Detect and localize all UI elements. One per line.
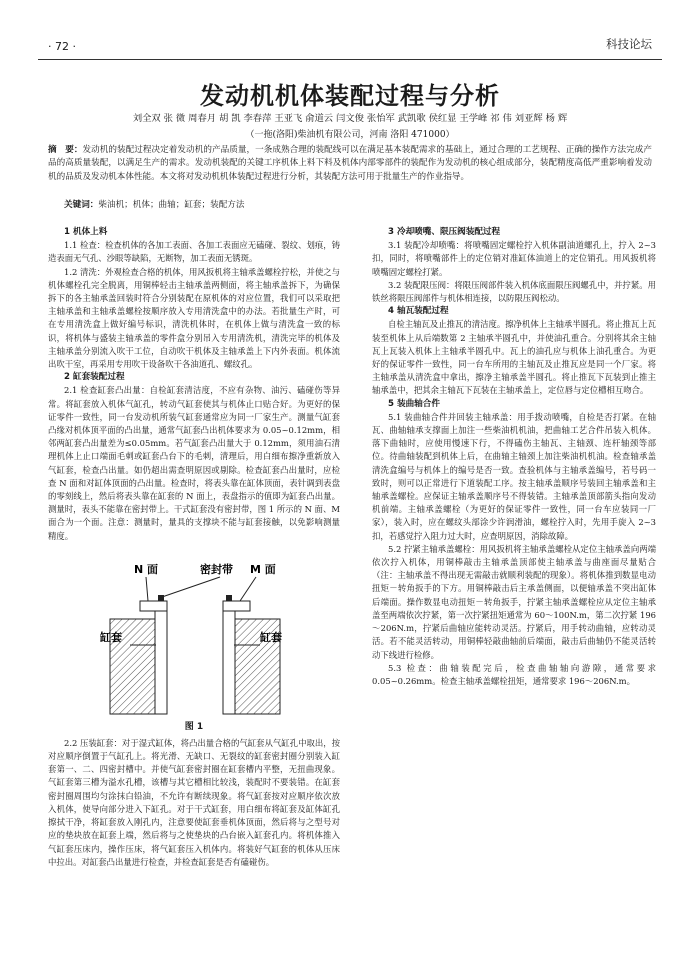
header-rule xyxy=(38,59,662,60)
right-column xyxy=(372,226,656,688)
label-liner-left: 缸套 xyxy=(100,630,122,644)
leader-seal xyxy=(162,577,220,597)
keywords xyxy=(64,198,652,210)
section-heading: 3 冷却喷嘴、限压阀装配过程 xyxy=(388,227,501,237)
page-header xyxy=(48,36,652,56)
liner-flange-left xyxy=(140,601,167,611)
left-column xyxy=(48,226,340,869)
column-name: 科技论坛 xyxy=(606,37,652,51)
label-seal: 密封带 xyxy=(200,562,233,576)
section-heading: 1 机体上料 xyxy=(64,227,108,237)
paragraph: 2.2 压装缸套：对于湿式缸体，将凸出量合格的气缸套从气缸孔中取出，按对应顺序倒置于气缸孔上。将光滑、无缺口、无裂纹的缸套密封圈分别装入缸套第一、二、四密封槽中。并使气缸套密封圈在缸套槽内平整，无扭曲现象。气缸套第三槽为溢水孔槽，该槽与其它槽相比较浅，装配时不要装错。在缸套密封圈周围均匀涂抹白铅油，不允许有断续现象。将气缸套按对应顺序依次放入机体，使导向部分进入下缸孔。对于干式缸套，用白细布将缸套及缸体缸孔擦拭干净，将缸套放入刚孔内，注意要使缸套垂机体顶面，然后将与之型号对应的垫块放在缸套上端，然后将与之使垫块的凸台嵌入缸套孔内。将机体推入气缸套压床内，操作压床，将气缸套压入机体内。将装好气缸套的机体从压床中拉出。对缸套凸出量进行检查，并检查缸套是否有磕碰伤。 xyxy=(48,737,340,867)
paper-title: 发动机机体装配过程与分析 xyxy=(200,82,500,110)
author-list: 刘全双 张 微 周春月 胡 凯 李春萍 王亚飞 俞道云 闫文俊 张怡军 武凯歌 侯红显 王学峰 祁 伟 刘亚辉 杨 辉 xyxy=(132,113,568,124)
seal-band-left xyxy=(158,595,164,601)
figure-caption: 图 1 xyxy=(184,721,204,732)
liner-wall-right xyxy=(223,607,235,714)
abstract-text: 发动机的装配过程决定着发动机的产品质量，一条成熟合理的装配线可以在满足基本装配需求的基础上，通过合理的工艺规程、正确的操作方法完成产品的高质量装配，以满足生产的需求。发动机装配的关键工序机体上料下料及机体内部零部件的装配作为发动机的核心组成部分，装配精度高低严重影响着发动机的品质及发动机本体性能。本文将对发动机机体装配过程进行分析，其装配方法可用于批量生产的作业指导。 xyxy=(48,145,652,182)
page-number: · 72 · xyxy=(48,40,76,53)
abstract-label: 摘 要： xyxy=(48,145,83,155)
paragraph: 5.2 拧紧主轴承盖螺栓：用风扳机将主轴承盖螺栓从定位主轴承盖向两端依次拧入机体，用铜棒敲击主轴承盖顶部使主轴承盖与曲座面尽量贴合（注：主轴承盖不得出现无需敲击就顺利装配的现象）。将机体推到数显电动扭矩－转角扳手的下方。用铜棒敲击后主承盖侧面，以便轴承盖不突出缸体后端面。操作数显电动扭矩－转角扳手，拧紧主轴承盖螺栓应从定位主轴承盖至两端依次拧紧，第一次拧紧扭矩通常为 60～100N.m，第二次拧紧 196～206N.m，拧紧后曲轴应能转动灵活。拧紧后，用手转动曲轴，应转动灵活。若不能灵活转动，用铜棒轻敲曲轴前后端面，敲击后曲轴仍不能灵活转动下线进行检修。 xyxy=(372,543,656,660)
section-heading: 2 缸套装配过程 xyxy=(64,372,125,383)
paragraph: 2.1 检查缸套凸出量：自检缸套清洁度，不应有杂物、油污、磕碰伤等异常。将缸套放入机体气缸孔，转动气缸套使其与机体止口贴合好。为更好的保证零件一致性，同一台发动机所装气缸套通常应为同一厂家生产。测量气缸套凸缘对机体顶平面的凸出量，通常气缸套凸出机体要求为 0.05~0.12mm，相邻两缸套凸出量差为≤0.05mm。若气缸套凸出量大于 0.12mm，须用油石清理机体上止口端面毛刺或缸套凸台下的毛刺，清理后，用白细布擦净重新放入气缸套，检查凸出量。如仍超出需查明原因或剔除。检查缸套凸出量时，应检查 N 面和对缸体顶面的凸出量。检查时，将表头靠在缸体顶面，表针调到表盘的零刻线上，然后将表头靠在缸套的 N 面上，表盘指示的值即为缸套凸出量。测量时，表头不能靠在密封带上。干式缸套没有密封带，图 1 所示的 N 面、M 面合为一个面。注意：测量时，量具的支撑块不能与缸套接触，以免影响测量精度。 xyxy=(48,385,340,541)
liner-flange-right xyxy=(223,601,250,611)
paragraph: 5.3 检查：曲轴装配完后，检查曲轴轴向游隙，通常要求 0.05~0.26mm。检查主轴承盖螺栓扭矩，通常要求 196～206N.m。 xyxy=(372,662,656,686)
paragraph: 3.1 装配冷却喷嘴：将喷嘴固定螺栓拧入机体副油道螺孔上，拧入 2~3 扣，同时，将喷嘴部件上的定位销对准缸体油道上的定位销孔。用风扳机将喷嘴固定螺栓打紧。 xyxy=(372,240,656,277)
paragraph: 自检主轴瓦及止推瓦的清洁度。擦净机体上主轴承半圆孔。将止推瓦上瓦装至机体上从后端数第 2 主轴承半圆孔中，并使油孔重合。分别将其余主轴瓦上瓦装入机体上主轴承半圆孔中。瓦上的油孔应与机体上油孔重合。为更好的保证零件一致性，同一台车所用的主轴瓦及止推瓦应是同一个厂家。将主轴承盖从清洗盒中拿出，擦净主轴承盖半圆孔。将止推瓦下瓦装到止推主轴承盖中，把其余主轴瓦下瓦装在主轴承盖上，定位唇与定位槽相互吻合。 xyxy=(372,319,656,396)
abstract xyxy=(48,144,652,184)
label-n-face: N 面 xyxy=(134,562,159,576)
figure-1 xyxy=(48,547,340,735)
label-liner-right: 缸套 xyxy=(260,630,282,644)
liner-wall-left xyxy=(155,607,167,714)
leader-n xyxy=(146,577,148,601)
keywords-text: 柴油机；机体；曲轴；缸套；装配方法 xyxy=(98,200,245,210)
paragraph: 3.2 装配限压阀：将限压阀部件装入机体底面限压阀螺孔中，并拧紧。用铁丝将限压阀部件与机体相连接，以防限压阀松动。 xyxy=(372,279,656,304)
affiliation: （一拖(洛阳)柴油机有限公司，河南 洛阳 471000） xyxy=(245,130,455,140)
seal-band-right xyxy=(226,595,232,601)
cylinder-liner-diagram xyxy=(100,549,290,719)
paragraph: 5.1 装曲轴合件并回装主轴承盖：用手拨动喷嘴，自检是否打紧。在轴瓦、曲轴轴承支撑面上加注一些柴油机机油，把曲轴工艺合件吊装入机体。落下曲轴时，应使用慢速下行，不得磕伤主轴瓦、主轴颈、连杆轴颈等部位。待曲轴装配到机体上后，在曲轴主轴颈上加注柴油机机油。检查轴承盖清洗盒编号与机体上的编号是否一致。查验机体与主轴承盖编号，若号码一致时，则可以正常进行下道装配工序。按主轴承盖顺序号装回主轴承盖和主轴承盖螺栓。应保证主轴承盖顺序号不得装错。主轴承盖顶部箭头指向发动机前端。主轴承盖螺栓（为更好的保证零件一致性，同一台车应装同一厂家），装入时，应在螺纹头部涂少许润滑油，螺栓拧入时，先用手旋入 2~3 扣，若感觉拧入阻力过大时，应查明原因，消除故障。 xyxy=(372,411,656,541)
leader-m xyxy=(240,577,256,601)
section-heading: 4 轴瓦装配过程 xyxy=(388,306,449,317)
paragraph: 1.2 清洗：外观检查合格的机体，用风扳机将主轴承盖螺栓拧松，并使之与机体螺栓孔完全脱离，用铜棒轻击主轴承盖两侧面，将主轴承盖拆下，为确保拆下的各主轴承盖回装时符合分别装配在原机体的对应位置，我们可以采取把主轴承盖和主轴承盖螺栓按顺序放入专用清洗盒中的办法。若批量生产时，可在专用清洗盒上做好编号标识，清洗机体时，在机体上做与清洗盒一致的标识，将机体与盛装主轴承盖的零件盒分别吊入专用清洗机，清洗完毕的机体及主轴承盖分别流入吹干工位，自动吹干机体及主轴承盖上下内外表面。机体流出吹干室，再采用专用吹干设备吹干各油道孔、螺纹孔。 xyxy=(48,266,340,370)
label-m-face: M 面 xyxy=(250,562,276,576)
keywords-label: 关键词： xyxy=(64,200,99,210)
section-heading: 5 装曲轴合件 xyxy=(388,398,440,409)
paragraph: 1.1 检查：检查机体的各加工表面、各加工表面应无磕碰、裂纹、划痕，铸造表面无气孔、沙眼等缺陷，无断物，加工表面无锈斑。 xyxy=(48,240,340,264)
